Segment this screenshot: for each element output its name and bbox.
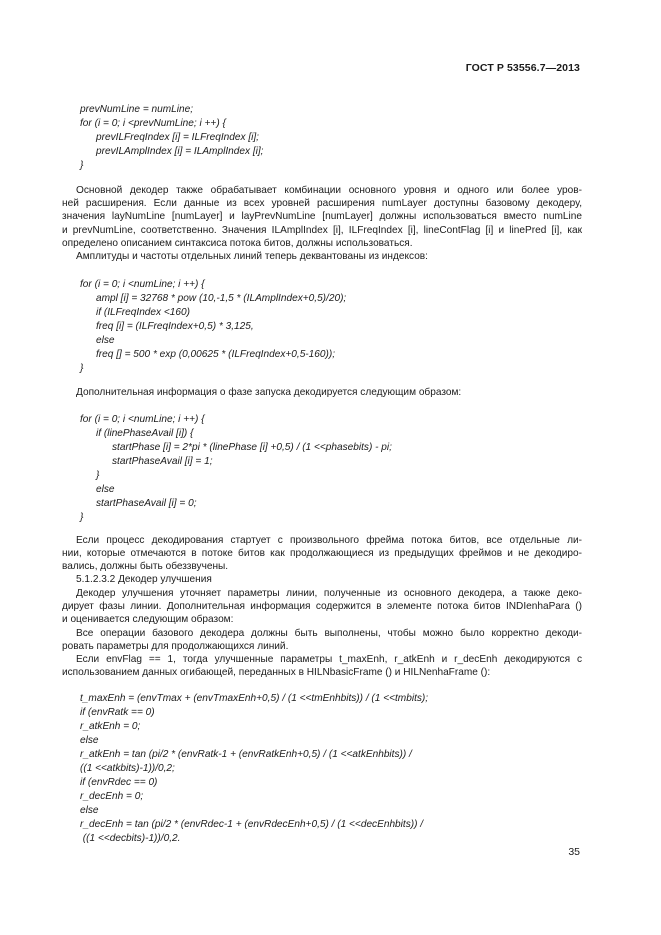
code-line: if (ILFreqIndex <160) — [96, 307, 190, 318]
text-line: определено описанием синтаксиса потока битов, должны использоваться. — [62, 237, 413, 249]
text-line: вались, должны быть обеззвучены. — [62, 561, 229, 573]
code-line: prevILAmplIndex [i] = ILAmplIndex [i]; — [96, 146, 264, 157]
text-line: нии, которые отмечаются в потоке битов как продолжающиеся из предыдущих фреймов и не декодиро- — [62, 548, 582, 560]
code-line: } — [80, 363, 84, 374]
code-line: } — [96, 470, 100, 481]
code-line: startPhase [i] = 2*pi * (linePhase [i] +0,5) / (1 <<phasebits) - pi; — [112, 442, 392, 453]
code-line: r_atkEnh = tan (pi/2 * (envRatk-1 + (envRatkEnh+0,5) / (1 <<atkEnhbits)) / — [80, 749, 412, 760]
text-line: Все операции базового декодера должны быть выполнены, чтобы можно было корректно декоди- — [76, 628, 582, 639]
code-line: } — [80, 512, 84, 523]
paragraph-amplitudes: Амплитуды и частоты отдельных линий теперь деквантованы из индексов: — [76, 251, 428, 262]
text-line: дирует фазы линии. Дополнительная информация содержится в элементе потока битов INDIenhaPara () — [62, 601, 582, 613]
code-line: ampl [i] = 32768 * pow (10,-1,5 * (ILAmplIndex+0,5)/20); — [96, 293, 347, 304]
code-line: if (linePhaseAvail [i]) { — [96, 428, 194, 439]
text-line: и prevNumLine, соответственно. Значения ILAmplIndex [i], ILFreqIndex [i], lineContFlag [i] и linePred [i], как — [62, 224, 582, 236]
text-line: и оценивается следующим образом: — [62, 614, 234, 626]
paragraph-base-operations — [62, 627, 582, 653]
code-line: prevNumLine = numLine; — [80, 104, 194, 115]
code-line: for (i = 0; i <numLine; i ++) { — [80, 279, 205, 290]
text-line: ровать параметры для продолжающихся линий. — [62, 641, 289, 653]
text-line: ней расширения. Если данные из всех уровней расширения numLayer доступны базовому декодеру, — [62, 198, 582, 210]
code-line: if (envRatk == 0) — [80, 707, 155, 718]
code-line: else — [80, 805, 99, 816]
code-line: else — [96, 484, 115, 495]
page-header-standard: ГОСТ Р 53556.7—2013 — [465, 62, 580, 74]
text-line: Если envFlag == 1, тогда улучшенные параметры t_maxEnh, r_atkEnh и r_decEnh декодируются с — [76, 654, 582, 665]
code-line: if (envRdec == 0) — [80, 777, 158, 788]
code-line: else — [96, 335, 115, 346]
text-line: Если процесс декодирования стартует с произвольного фрейма потока битов, все отдельные ли- — [76, 535, 582, 546]
code-line: r_decEnh = 0; — [80, 791, 144, 802]
code-line: startPhaseAvail [i] = 1; — [112, 456, 213, 467]
text-line: использованием данных огибающей, переданных в HILNbasicFrame () и HILNenhaFrame (): — [62, 667, 491, 679]
code-line: for (i = 0; i <prevNumLine; i ++) { — [80, 118, 226, 129]
paragraph-env-flag — [62, 653, 582, 679]
text-line: Декодер улучшения уточняет параметры линии, полученные из основного декодера, а также деко- — [76, 588, 582, 599]
code-line: } — [80, 160, 84, 171]
text-line: значения layNumLine [numLayer] и layPrevNumLine [numLayer] должны использоваться вместо numLine — [62, 211, 582, 223]
text-line: Основной декодер также обрабатывает комбинации основного уровня и одного или более уров- — [76, 185, 582, 196]
code-line: r_atkEnh = 0; — [80, 721, 141, 732]
section-heading: 5.1.2.3.2 Декодер улучшения — [76, 574, 212, 585]
code-line: for (i = 0; i <numLine; i ++) { — [80, 414, 205, 425]
code-line: else — [80, 735, 99, 746]
code-line: ((1 <<decbits)-1))/0,2. — [80, 833, 181, 844]
code-line: freq [i] = (ILFreqIndex+0,5) * 3,125, — [96, 321, 254, 332]
code-line: startPhaseAvail [i] = 0; — [96, 498, 197, 509]
code-line: freq [] = 500 * exp (0,00625 * (ILFreqIndex+0,5-160)); — [96, 349, 336, 360]
code-line: t_maxEnh = (envTmax + (envTmaxEnh+0,5) / (1 <<tmEnhbits)) / (1 <<tmbits); — [80, 693, 429, 704]
paragraph-random-start — [62, 534, 582, 574]
code-line: r_decEnh = tan (pi/2 * (envRdec-1 + (envRdecEnh+0,5) / (1 <<decEnhbits)) / — [80, 819, 424, 830]
paragraph-start-phase: Дополнительная информация о фазе запуска декодируется следующим образом: — [76, 387, 462, 398]
code-line: prevILFreqIndex [i] = ILFreqIndex [i]; — [96, 132, 259, 143]
paragraph-enhancement-decoder — [62, 587, 582, 627]
page-number: 35 — [568, 846, 580, 858]
paragraph-base-decoder — [62, 184, 582, 250]
code-line: ((1 <<atkbits)-1))/0,2; — [80, 763, 175, 774]
